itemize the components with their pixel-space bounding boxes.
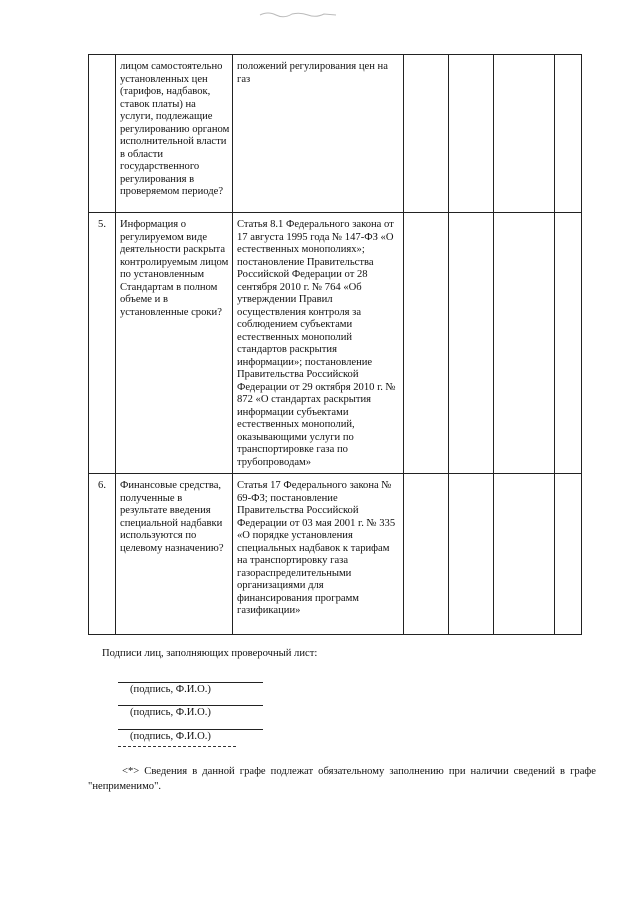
row-reference: Статья 17 Федерального закона № 69-ФЗ; постановление Правительства Российской Федерации от 03 мая 2001 г. № 335 «О порядке установления специальных надбавок к тарифам на транспортировку газа газораспределительными организациями для финансирования программ газификации»	[233, 474, 404, 635]
table-row	[89, 474, 582, 635]
comment-cell[interactable]	[555, 55, 582, 213]
footnote-separator	[118, 746, 236, 747]
row-reference: Статья 8.1 Федерального закона от 17 августа 1995 года № 147-ФЗ «О естественных монополиях»; постановление Правительства Российской Федерации от 28 сентября 2010 г. № 764 «Об утверждении Правил осуществления контроля за соблюдением субъектами естественных монополий стандартов раскрытия информации»; постановление Правительства Российской Федерации от 29 октября 2010 г. № 872 «О стандартах раскрытия информации субъектами естественных монополий, оказывающими услуги по транспортировке газа по трубопроводам»	[233, 213, 404, 474]
row-question: лицом самостоятельно установленных цен (тарифов, надбавок, ставок платы) на услуги, подлежащие регулированию органом исполнительной власти в области государственного регулирования в проверяемом периоде?	[116, 55, 233, 213]
signatures-title: Подписи лиц, заполняющих проверочный лист:	[102, 648, 318, 659]
answer-no-cell[interactable]	[449, 474, 494, 635]
row-question: Информация о регулируемом виде деятельности раскрыта контролируемым лицом по установленным Стандартам в полном объеме и в установленные сроки?	[116, 213, 233, 474]
row-reference: положений регулирования цен на газ	[233, 55, 404, 213]
comment-cell[interactable]	[555, 474, 582, 635]
row-question: Финансовые средства, полученные в результате введения специальной надбавки используются по целевому назначению?	[116, 474, 233, 635]
answer-no-cell[interactable]	[449, 213, 494, 474]
signature-line[interactable]	[118, 729, 263, 730]
signature-label: (подпись, Ф.И.О.)	[130, 707, 211, 718]
answer-yes-cell[interactable]	[404, 474, 449, 635]
row-number: 6.	[89, 474, 116, 635]
checklist-table	[88, 54, 582, 635]
answer-not-applicable-cell[interactable]	[494, 213, 555, 474]
answer-yes-cell[interactable]	[404, 213, 449, 474]
table-row	[89, 213, 582, 474]
signature-label: (подпись, Ф.И.О.)	[130, 731, 211, 742]
row-number	[89, 55, 116, 213]
comment-cell[interactable]	[555, 213, 582, 474]
answer-not-applicable-cell[interactable]	[494, 474, 555, 635]
answer-not-applicable-cell[interactable]	[494, 55, 555, 213]
answer-no-cell[interactable]	[449, 55, 494, 213]
answer-yes-cell[interactable]	[404, 55, 449, 213]
scan-artifact-mark	[258, 10, 338, 18]
signature-line[interactable]	[118, 682, 263, 683]
signature-label: (подпись, Ф.И.О.)	[130, 684, 211, 695]
table-row	[89, 55, 582, 213]
signature-line[interactable]	[118, 705, 263, 706]
footnote: <*> Сведения в данной графе подлежат обязательному заполнению при наличии сведений в графе "неприменимо".	[88, 766, 596, 792]
row-number: 5.	[89, 213, 116, 474]
